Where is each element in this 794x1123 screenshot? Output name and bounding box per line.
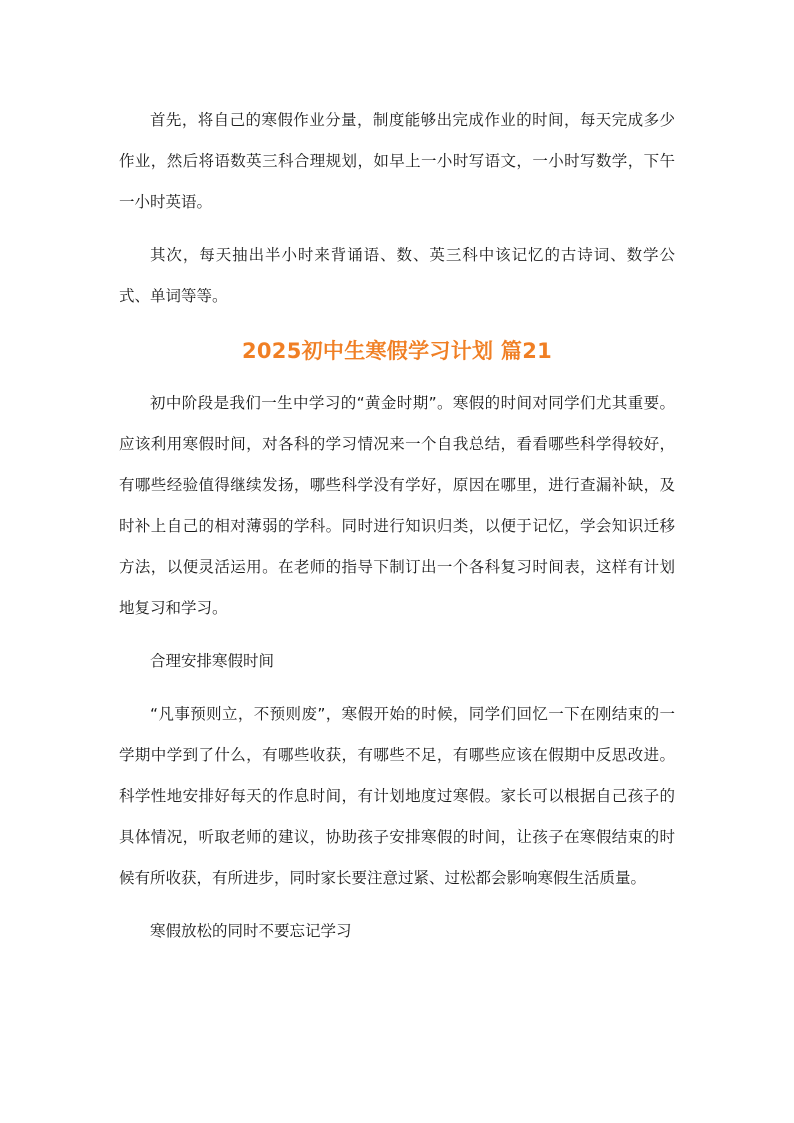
- subheading-keep-studying: 寒假放松的同时不要忘记学习: [150, 922, 352, 940]
- section-heading: 2025初中生寒假学习计划 篇21: [241, 339, 553, 363]
- paragraph-homework-plan: 首先，将自己的寒假作业分量，制度能够出完成作业的时间，每天完成多少作业，然后将语数英三科合理规划，如早上一小时写语文，一小时写数学，下午一小时英语。: [119, 111, 675, 211]
- paragraph-golden-period: 初中阶段是我们一生中学习的“黄金时期”。寒假的时间对同学们尤其重要。应该利用寒假时间，对各科的学习情况来一个自我总结，看看哪些科学得较好，有哪些经验值得继续发扬，哪些科学没有学好，原因在哪里，进行查漏补缺，及时补上自己的相对薄弱的学科。同时进行知识归类，以便于记忆，学会知识迁移方法，以便灵活运用。在老师的指导下制订出一个各科复习时间表，这样有计划地复习和学习。: [119, 394, 675, 617]
- subheading-arrange-time: 合理安排寒假时间: [150, 652, 275, 670]
- document-body: [119, 100, 675, 952]
- paragraph-daily-memorization: 其次，每天抽出半小时来背诵语、数、英三科中该记忆的古诗词、数学公式、单词等等。: [119, 246, 675, 305]
- paragraph-plan-ahead: “凡事预则立，不预则废”，寒假开始的时候，同学们回忆一下在刚结束的一学期中学到了什么，有哪些收获，有哪些不足，有哪些应该在假期中反思改进。科学性地安排好每天的作息时间，有计划地度过寒假。家长可以根据自己孩子的具体情况，听取老师的建议，协助孩子安排寒假的时间，让孩子在寒假结束的时候有所收获，有所进步，同时家长要注意过紧、过松都会影响寒假生活质量。: [119, 705, 675, 887]
